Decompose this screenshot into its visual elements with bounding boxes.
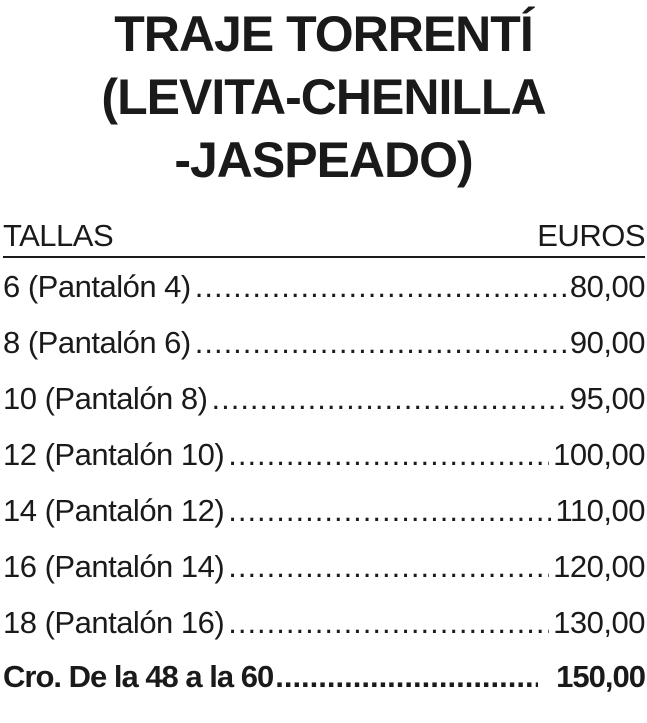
footer-price: 150,00 — [556, 659, 645, 694]
title-line-3: -JASPEADO) — [174, 132, 473, 188]
title-line-2: (LEVITA-CHENILLA — [101, 69, 546, 125]
dot-leader — [228, 544, 549, 590]
table-row — [3, 432, 645, 478]
footer-label: Cro. De la 48 a la 60 — [3, 659, 274, 694]
price-value: 120,00 — [553, 549, 645, 584]
size-label: 10 (Pantalón 8) — [3, 381, 208, 416]
size-label: 16 (Pantalón 14) — [3, 549, 225, 584]
title-line-1: TRAJE TORRENTÍ — [114, 6, 533, 62]
price-value: 100,00 — [553, 437, 645, 472]
dot-leader — [195, 264, 566, 310]
table-row — [3, 376, 645, 422]
price-value: 90,00 — [569, 325, 645, 360]
table-row — [3, 320, 645, 366]
dot-leader — [195, 320, 566, 366]
table-header — [3, 216, 645, 258]
dot-leader — [228, 600, 549, 646]
price-value: 80,00 — [569, 269, 645, 304]
table-row — [3, 544, 645, 590]
dot-leader — [275, 654, 538, 700]
price-value: 110,00 — [555, 493, 645, 528]
price-value: 130,00 — [553, 605, 645, 640]
size-label: 14 (Pantalón 12) — [3, 493, 225, 528]
size-label: 18 (Pantalón 16) — [3, 605, 225, 640]
size-label: 12 (Pantalón 10) — [3, 437, 225, 472]
header-sizes: TALLAS — [3, 218, 114, 253]
dot-leader — [228, 488, 551, 534]
size-label: 6 (Pantalón 4) — [3, 269, 191, 304]
dot-leader — [228, 432, 549, 478]
size-label: 8 (Pantalón 6) — [3, 325, 191, 360]
table-row-footer — [3, 654, 645, 700]
header-euros: EUROS — [537, 218, 645, 253]
table-row — [3, 600, 645, 646]
table-row — [3, 488, 645, 534]
price-value: 95,00 — [569, 381, 645, 416]
dot-leader — [211, 376, 565, 422]
table-row — [3, 264, 645, 310]
